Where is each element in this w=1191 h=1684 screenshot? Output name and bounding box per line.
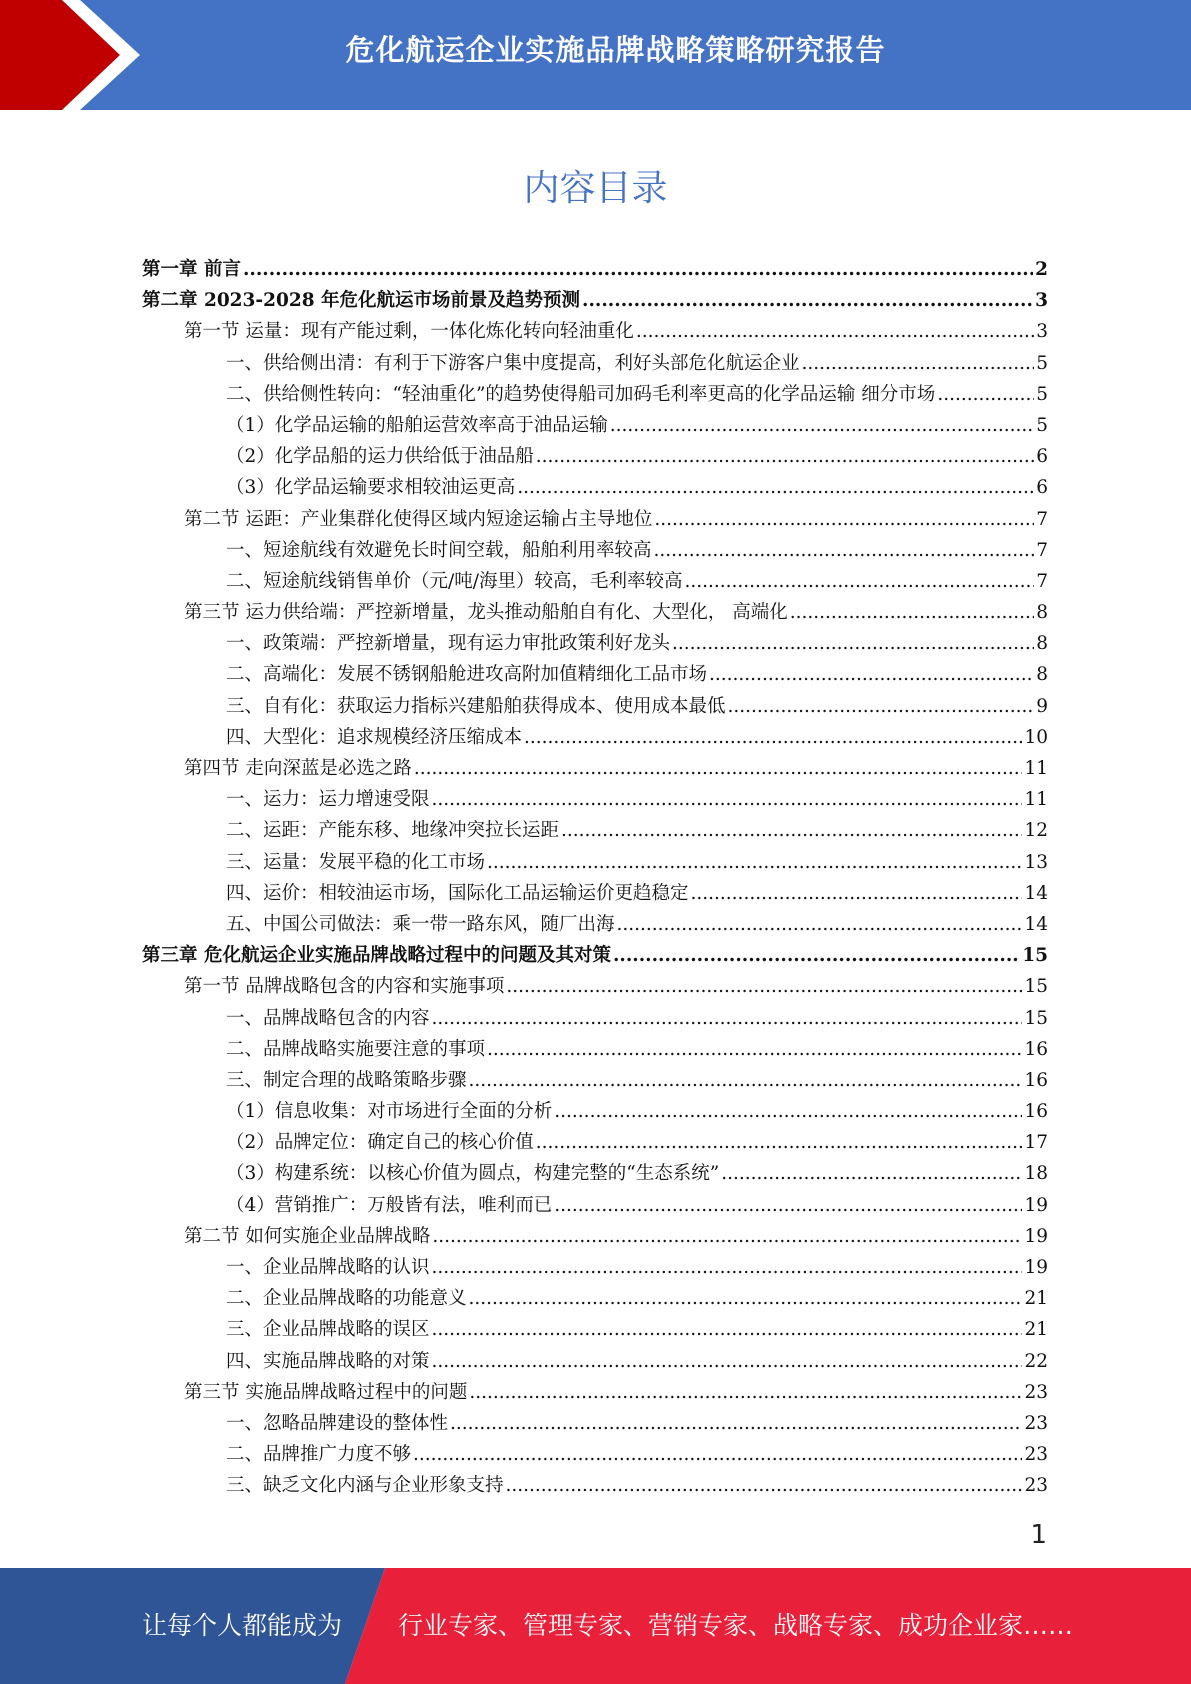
toc-entry-page: 8 — [1036, 602, 1048, 624]
toc-entry[interactable] — [142, 971, 1048, 1002]
toc-entry-page: 5 — [1036, 383, 1048, 405]
toc-entry-label: 一、品牌战略包含的内容 — [226, 1007, 430, 1029]
toc-leader-dots — [432, 1003, 1023, 1034]
toc-entry-page: 7 — [1036, 570, 1048, 592]
toc-entry-page: 19 — [1024, 1225, 1048, 1247]
toc-entry-label: 第三节 实施品牌战略过程中的问题 — [184, 1381, 468, 1403]
toc-entry-page: 17 — [1024, 1132, 1048, 1154]
footer-slogan-right: 行业专家、管理专家、营销专家、战略专家、成功企业家…… — [398, 1611, 1074, 1640]
toc-entry-page: 14 — [1024, 882, 1048, 904]
toc-entry-label: 三、运量：发展平稳的化工市场 — [226, 851, 486, 873]
toc-entry-page: 8 — [1036, 664, 1048, 686]
toc-entry-page: 15 — [1022, 945, 1048, 967]
toc-entry-page: 14 — [1024, 913, 1048, 935]
toc-entry-label: 一、政策端：严控新增量，现有运力审批政策利好龙头 — [226, 633, 671, 655]
toc-entry-page: 23 — [1024, 1444, 1048, 1466]
toc-leader-dots — [654, 504, 1034, 535]
toc-entry-label: （3）化学品运输要求相较油运更高 — [226, 477, 516, 499]
toc-entry-page: 22 — [1024, 1350, 1048, 1372]
toc-entry[interactable] — [142, 1096, 1048, 1127]
toc-entry-page: 5 — [1036, 352, 1048, 374]
toc-entry-label: 第二节 运距：产业集群化使得区域内短途运输占主导地位 — [184, 508, 653, 530]
toc-entry-label: 三、制定合理的战略策略步骤 — [226, 1069, 467, 1091]
toc-entry-page: 16 — [1024, 1069, 1048, 1091]
toc-entry-label: 二、运距：产能东移、地缘冲突拉长运距 — [226, 820, 560, 842]
toc-leader-dots — [721, 1158, 1022, 1189]
toc-leader-dots — [691, 878, 1023, 909]
toc-entry[interactable] — [142, 659, 1048, 690]
toc-entry-label: 第三章 危化航运企业实施品牌战略过程中的问题及其对策 — [142, 945, 611, 967]
toc-entry-page: 23 — [1024, 1381, 1048, 1403]
toc-entry[interactable] — [142, 597, 1048, 628]
toc-entry-page: 3 — [1035, 290, 1048, 312]
toc-entry-label: 第一章 前言 — [142, 259, 241, 280]
toc-entry[interactable] — [142, 1377, 1048, 1408]
toc-leader-dots — [487, 847, 1022, 878]
toc-entry[interactable] — [142, 1252, 1048, 1283]
toc-entry-page: 21 — [1024, 1319, 1048, 1341]
toc-entry-page: 16 — [1024, 1038, 1048, 1060]
toc-entry[interactable] — [142, 815, 1048, 846]
toc-leader-dots — [432, 1221, 1022, 1252]
toc-leader-dots — [613, 940, 1020, 971]
toc-leader-dots — [469, 1283, 1023, 1314]
toc-entry[interactable] — [142, 348, 1048, 379]
toc-entry-page: 7 — [1036, 539, 1048, 561]
toc-entry-label: 二、短途航线销售单价（元/吨/海里）较高，毛利率较高 — [226, 570, 683, 592]
toc-entry[interactable] — [142, 940, 1048, 971]
toc-entry-page: 18 — [1024, 1163, 1048, 1185]
toc-entry-page: 15 — [1024, 1007, 1048, 1029]
toc-entry-page: 21 — [1024, 1288, 1048, 1310]
toc-entry-label: 二、品牌战略实施要注意的事项 — [226, 1038, 486, 1060]
toc-leader-dots — [432, 1314, 1023, 1345]
toc-leader-dots — [536, 1127, 1023, 1158]
page-number: 1 — [1030, 1520, 1047, 1550]
toc-leader-dots — [536, 441, 1034, 472]
toc-entry-page: 6 — [1036, 446, 1048, 468]
toc-entry-label: 第二节 如何实施企业品牌战略 — [184, 1225, 431, 1247]
table-of-contents — [142, 254, 1048, 1502]
toc-entry[interactable] — [142, 1034, 1048, 1065]
toc-leader-dots — [413, 1439, 1022, 1470]
footer-slogan-left: 让每个人都能成为 — [142, 1611, 343, 1640]
toc-entry[interactable] — [142, 441, 1048, 472]
toc-entry-page: 15 — [1024, 976, 1048, 998]
toc-entry-label: （1）信息收集：对市场进行全面的分析 — [226, 1101, 553, 1123]
toc-entry-page: 12 — [1024, 820, 1048, 842]
toc-entry-page: 11 — [1024, 789, 1048, 811]
toc-entry[interactable] — [142, 784, 1048, 815]
toc-leader-dots — [517, 472, 1034, 503]
toc-entry[interactable] — [142, 1346, 1048, 1377]
toc-entry-page: 5 — [1036, 414, 1048, 436]
toc-leader-dots — [432, 1252, 1023, 1283]
toc-entry[interactable] — [142, 379, 1048, 410]
toc-entry[interactable] — [142, 909, 1048, 940]
toc-entry-label: （3）构建系统：以核心价值为圆点，构建完整的“生态系统” — [226, 1163, 720, 1185]
toc-entry-page: 6 — [1036, 477, 1048, 499]
toc-leader-dots — [554, 1190, 1022, 1221]
toc-entry-page: 3 — [1036, 321, 1048, 343]
toc-entry[interactable] — [142, 691, 1048, 722]
toc-entry-label: 二、品牌推广力度不够 — [226, 1444, 412, 1466]
toc-leader-dots — [617, 909, 1023, 940]
toc-leader-dots — [937, 379, 1034, 410]
toc-leader-dots — [243, 254, 1033, 285]
toc-leader-dots — [709, 659, 1034, 690]
toc-entry[interactable] — [142, 285, 1048, 316]
toc-entry-page: 9 — [1036, 695, 1048, 717]
toc-entry-label: 第一节 运量：现有产能过剩，一体化炼化转向轻油重化 — [184, 321, 634, 343]
toc-entry[interactable] — [142, 1190, 1048, 1221]
toc-entry-page: 13 — [1024, 851, 1048, 873]
toc-leader-dots — [802, 348, 1035, 379]
toc-entry[interactable] — [142, 628, 1048, 659]
toc-entry-page: 11 — [1024, 758, 1048, 779]
toc-entry[interactable] — [142, 1314, 1048, 1345]
toc-entry[interactable] — [142, 1283, 1048, 1314]
toc-entry-label: 二、企业品牌战略的功能意义 — [226, 1288, 467, 1310]
toc-leader-dots — [487, 1034, 1022, 1065]
toc-entry-label: 四、运价：相较油运市场，国际化工品运输运价更趋稳定 — [226, 882, 689, 904]
toc-entry-label: （2）品牌定位：确定自己的核心价值 — [226, 1132, 534, 1154]
toc-leader-dots — [684, 566, 1034, 597]
toc-entry-label: 一、短途航线有效避免长时间空载，船舶利用率较高 — [226, 539, 652, 561]
toc-entry[interactable] — [142, 878, 1048, 909]
toc-entry[interactable] — [142, 1127, 1048, 1158]
toc-entry[interactable] — [142, 1065, 1048, 1096]
toc-heading: 内容目录 — [523, 168, 668, 209]
toc-leader-dots — [432, 1346, 1023, 1377]
toc-entry-label: 一、忽略品牌建设的整体性 — [226, 1412, 449, 1434]
toc-entry-page: 7 — [1036, 508, 1048, 530]
toc-entry-page: 16 — [1024, 1101, 1048, 1123]
toc-leader-dots — [450, 1408, 1022, 1439]
toc-leader-dots — [506, 971, 1022, 1002]
toc-entry-label: 一、企业品牌战略的认识 — [226, 1257, 430, 1278]
toc-entry-label: 第四节 走向深蓝是必选之路 — [184, 758, 412, 779]
toc-entry-label: 四、大型化：追求规模经济压缩成本 — [226, 726, 523, 748]
toc-entry-label: 二、高端化：发展不锈钢船舱进攻高附加值精细化工品市场 — [226, 664, 708, 686]
toc-entry-label: 一、运力：运力增速受限 — [226, 789, 430, 811]
toc-leader-dots — [672, 628, 1034, 659]
toc-entry-label: 三、缺乏文化内涵与企业形象支持 — [226, 1475, 504, 1497]
toc-entry-page: 8 — [1036, 633, 1048, 655]
toc-entry[interactable] — [142, 535, 1048, 566]
toc-entry-page: 19 — [1024, 1257, 1048, 1278]
toc-leader-dots — [654, 535, 1035, 566]
toc-entry-page: 10 — [1024, 726, 1048, 748]
toc-entry-page: 23 — [1024, 1412, 1048, 1434]
toc-leader-dots — [790, 597, 1034, 628]
toc-entry[interactable] — [142, 1408, 1048, 1439]
toc-entry-label: 二、供给侧性转向：“轻油重化”的趋势使得船司加码毛利率更高的化学品运输 细分市场 — [226, 383, 936, 405]
toc-entry-page: 2 — [1035, 259, 1048, 280]
toc-entry-label: 三、企业品牌战略的误区 — [226, 1319, 430, 1341]
toc-entry[interactable] — [142, 753, 1048, 784]
toc-entry-label: 四、实施品牌战略的对策 — [226, 1350, 430, 1372]
toc-leader-dots — [636, 316, 1034, 347]
toc-leader-dots — [469, 1065, 1023, 1096]
toc-entry[interactable] — [142, 472, 1048, 503]
toc-entry[interactable] — [142, 566, 1048, 597]
footer-band — [0, 1568, 1191, 1684]
toc-leader-dots — [561, 815, 1022, 846]
toc-leader-dots — [554, 1096, 1022, 1127]
toc-entry[interactable] — [142, 410, 1048, 441]
toc-entry[interactable] — [142, 316, 1048, 347]
toc-entry[interactable] — [142, 1470, 1048, 1501]
toc-entry-label: （2）化学品船的运力供给低于油品船 — [226, 446, 534, 468]
toc-leader-dots — [414, 753, 1023, 784]
toc-leader-dots — [469, 1377, 1022, 1408]
toc-leader-dots — [728, 691, 1035, 722]
toc-entry[interactable] — [142, 1221, 1048, 1252]
toc-leader-dots — [610, 410, 1034, 441]
toc-entry-page: 19 — [1024, 1194, 1048, 1216]
toc-entry[interactable] — [142, 847, 1048, 878]
toc-entry[interactable] — [142, 722, 1048, 753]
document-title: 危化航运企业实施品牌战略策略研究报告 — [345, 33, 886, 67]
toc-leader-dots — [582, 285, 1033, 316]
toc-entry-label: （4）营销推广：万般皆有法，唯利而已 — [226, 1194, 553, 1216]
toc-leader-dots — [432, 784, 1023, 815]
toc-entry[interactable] — [142, 254, 1048, 285]
toc-entry-label: 三、自有化：获取运力指标兴建船舶获得成本、使用成本最低 — [226, 695, 726, 717]
toc-entry[interactable] — [142, 1003, 1048, 1034]
toc-entry[interactable] — [142, 504, 1048, 535]
toc-entry[interactable] — [142, 1158, 1048, 1189]
toc-entry-page: 23 — [1024, 1475, 1048, 1497]
toc-entry-label: 第二章 2023-2028 年危化航运市场前景及趋势预测 — [142, 290, 581, 312]
toc-leader-dots — [506, 1470, 1023, 1501]
toc-entry-label: （1）化学品运输的船舶运营效率高于油品运输 — [226, 414, 608, 436]
toc-entry-label: 五、中国公司做法：乘一带一路东风，随厂出海 — [226, 913, 615, 935]
toc-entry-label: 一、供给侧出清：有利于下游客户集中度提高，利好头部危化航运企业 — [226, 352, 800, 374]
toc-leader-dots — [524, 722, 1022, 753]
header-band — [0, 0, 1191, 110]
toc-entry-label: 第一节 品牌战略包含的内容和实施事项 — [184, 976, 505, 998]
toc-entry[interactable] — [142, 1439, 1048, 1470]
toc-entry-label: 第三节 运力供给端：严控新增量，龙头推动船舶自有化、大型化， 高端化 — [184, 602, 788, 624]
